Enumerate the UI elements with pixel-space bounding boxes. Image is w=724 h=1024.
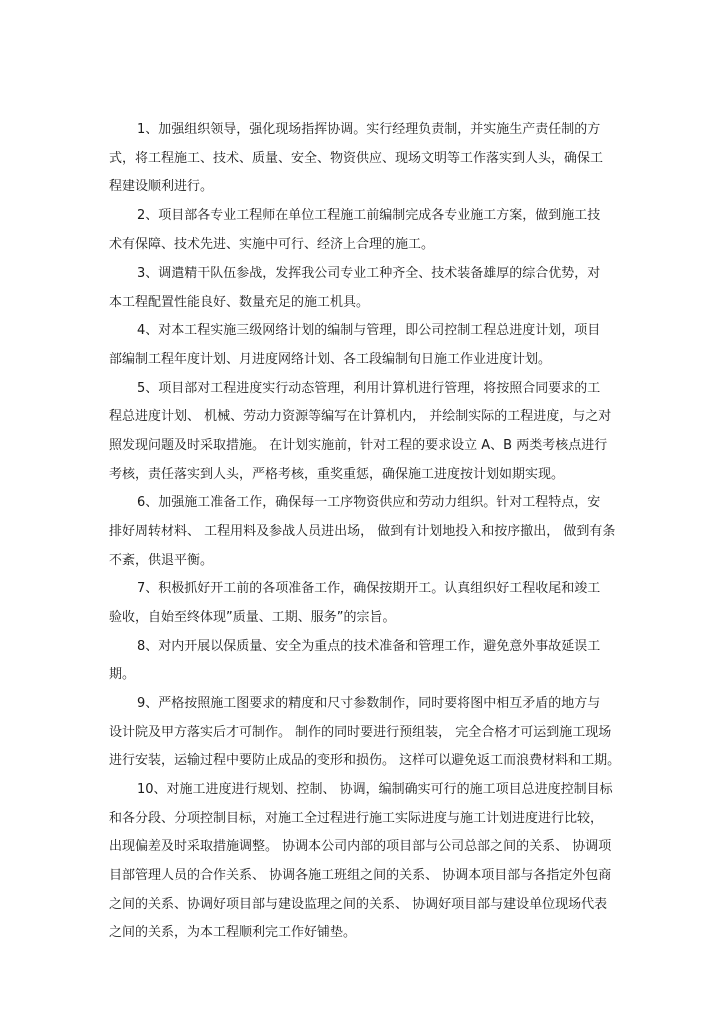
paragraph-7-line-1: 7、积极抓好开工前的各项准备工作，确保按期开工。认真组织好工程收尾和竣工 <box>137 581 601 596</box>
paragraph-9-line-1: 9、严格按照施工图要求的精度和尺寸参数制作，同时要将图中相互矛盾的地方与 <box>137 696 601 711</box>
paragraph-10-line-2: 和各分段、分项控制目标，对施工全过程进行施工实际进度与施工计划进度进行比较， <box>109 811 604 826</box>
paragraph-5-line-2: 程总进度计划、 机械、劳动力资源等编写在计算机内， 并绘制实际的工程进度，与之对 <box>109 409 612 424</box>
paragraph-4-line-1: 4、对本工程实施三级网络计划的编制与管理，即公司控制工程总进度计划，项目 <box>137 323 601 338</box>
paragraph-2-line-2: 术有保障、技术先进、实施中可行、经济上合理的施工。 <box>109 237 435 252</box>
paragraph-4-line-2: 部编制工程年度计划、月进度网络计划、各工段编制旬日施工作业进度计划。 <box>109 352 552 367</box>
paragraph-8-line-2: 期。 <box>109 667 136 682</box>
paragraph-10-line-6: 之间的关系，为本工程顺利完工作好铺垫。 <box>109 925 357 940</box>
paragraph-9-line-3: 进行安装，运输过程中要防止成品的变形和损伤。 这样可以避免返工而浪费材料和工期。 <box>109 753 621 768</box>
paragraph-6-line-2: 排好周转材料、 工程用料及参战人员进出场， 做到有计划地投入和按序撤出， 做到有条 <box>109 524 616 539</box>
paragraph-8-line-1: 8、对内开展以保质量、安全为重点的技术准备和管理工作，避免意外事故延误工 <box>137 639 601 654</box>
paragraph-10-line-3: 出现偏差及时采取措施调整。 协调本公司内部的项目部与公司总部之间的关系、 协调项 <box>109 839 612 854</box>
paragraph-3-line-2: 本工程配置性能良好、数量充足的施工机具。 <box>109 295 370 310</box>
paragraph-5-line-3: 照发现问题及时采取措施。 在计划实施前，针对工程的要求设立 A、B 两类考核点进行 <box>109 438 608 453</box>
paragraph-2-line-1: 2、项目部各专业工程师在单位工程施工前编制完成各专业施工方案，做到施工技 <box>137 208 601 223</box>
paragraph-7-line-2: 验收，自始至终体现”质量、工期、服务”的宗旨。 <box>109 610 396 625</box>
paragraph-9-line-2: 设计院及甲方落实后才可制作。 制作的同时要进行预组装， 完全合格才可运到施工现场 <box>109 725 612 740</box>
paragraph-1-line-1: 1、加强组织领导，强化现场指挥协调。实行经理负责制，并实施生产责任制的方 <box>137 122 601 137</box>
paragraph-10-line-5: 之间的关系、协调好项目部与建设监理之间的关系、 协调好项目部与建设单位现场代表 <box>109 897 608 912</box>
paragraph-6-line-1: 6、加强施工准备工作，确保每一工序物资供应和劳动力组织。针对工程特点，安 <box>137 495 601 510</box>
paragraph-1-line-2: 式，将工程施工、技术、质量、安全、物资供应、现场文明等工作落实到人头，确保工 <box>109 151 604 166</box>
paragraph-1-line-3: 程建设顺利进行。 <box>109 179 214 194</box>
paragraph-5-line-4: 考核，责任落实到人头，严格考核，重奖重惩，确保施工进度按计划如期实现。 <box>109 467 565 482</box>
paragraph-10-line-4: 目部管理人员的合作关系、 协调各施工班组之间的关系、 协调本项目部与各指定外包商 <box>109 868 612 883</box>
paragraph-3-line-1: 3、调遣精干队伍参战，发挥我公司专业工种齐全、技术装备雄厚的综合优势，对 <box>137 266 601 281</box>
paragraph-5-line-1: 5、项目部对工程进度实行动态管理，利用计算机进行管理，将按照合同要求的工 <box>137 381 601 396</box>
paragraph-10-line-1: 10、对施工进度进行规划、控制、 协调，编制确实可行的施工项目总进度控制目标 <box>137 782 613 797</box>
paragraph-6-line-3: 不紊，供退平衡。 <box>109 553 214 568</box>
